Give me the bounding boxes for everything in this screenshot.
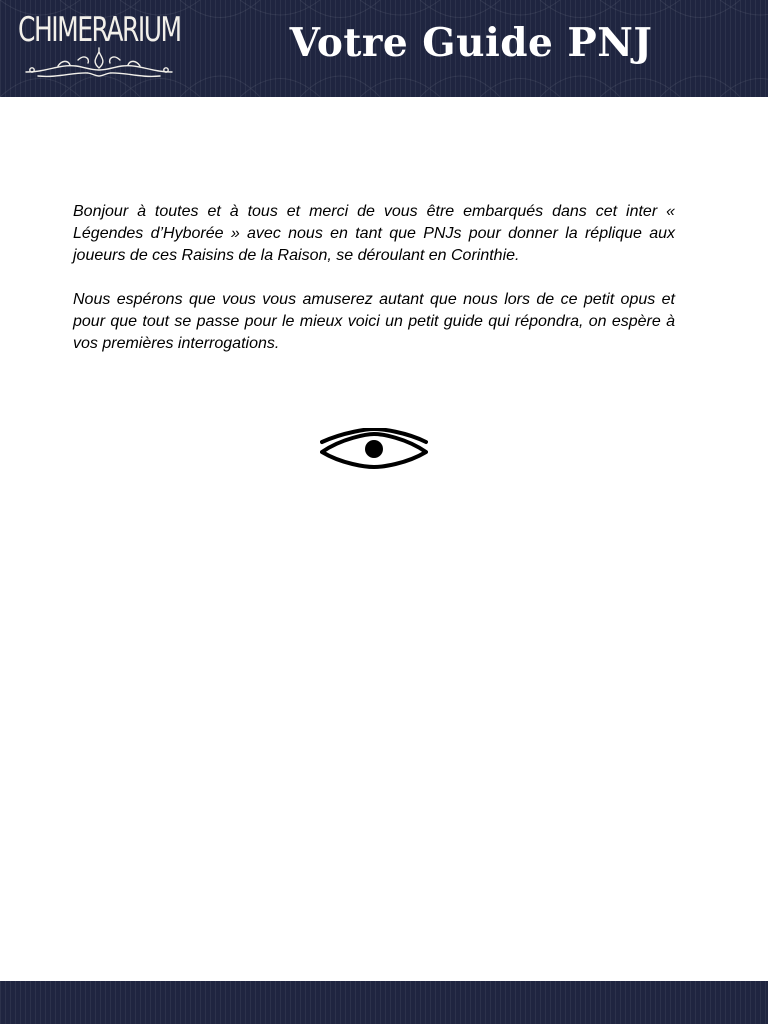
page-title: Votre Guide PNJ — [289, 20, 653, 66]
logo-text: CHIMERARIUM — [18, 10, 181, 50]
header-banner — [0, 0, 768, 97]
intro-paragraph: Nous espérons que vous vous amuserez autant que nous lors de ce petit opus et pour que tout se passe pour le mieux voici un petit guide qui répondra, on espère à vos premières interrogations. — [73, 291, 675, 352]
eye-icon — [320, 428, 428, 470]
logo-ornament-icon — [18, 46, 180, 82]
footer-band — [0, 981, 768, 1024]
chimerarium-logo — [18, 8, 180, 80]
intro-text — [73, 201, 675, 355]
intro-paragraph: Bonjour à toutes et à tous et merci de vous être embarqués dans cet inter « Légendes d’Hyborée » avec nous en tant que PNJs pour donner la réplique aux joueurs de ces Raisins de la Raison, se déroulant en Corinthie. — [73, 203, 675, 264]
